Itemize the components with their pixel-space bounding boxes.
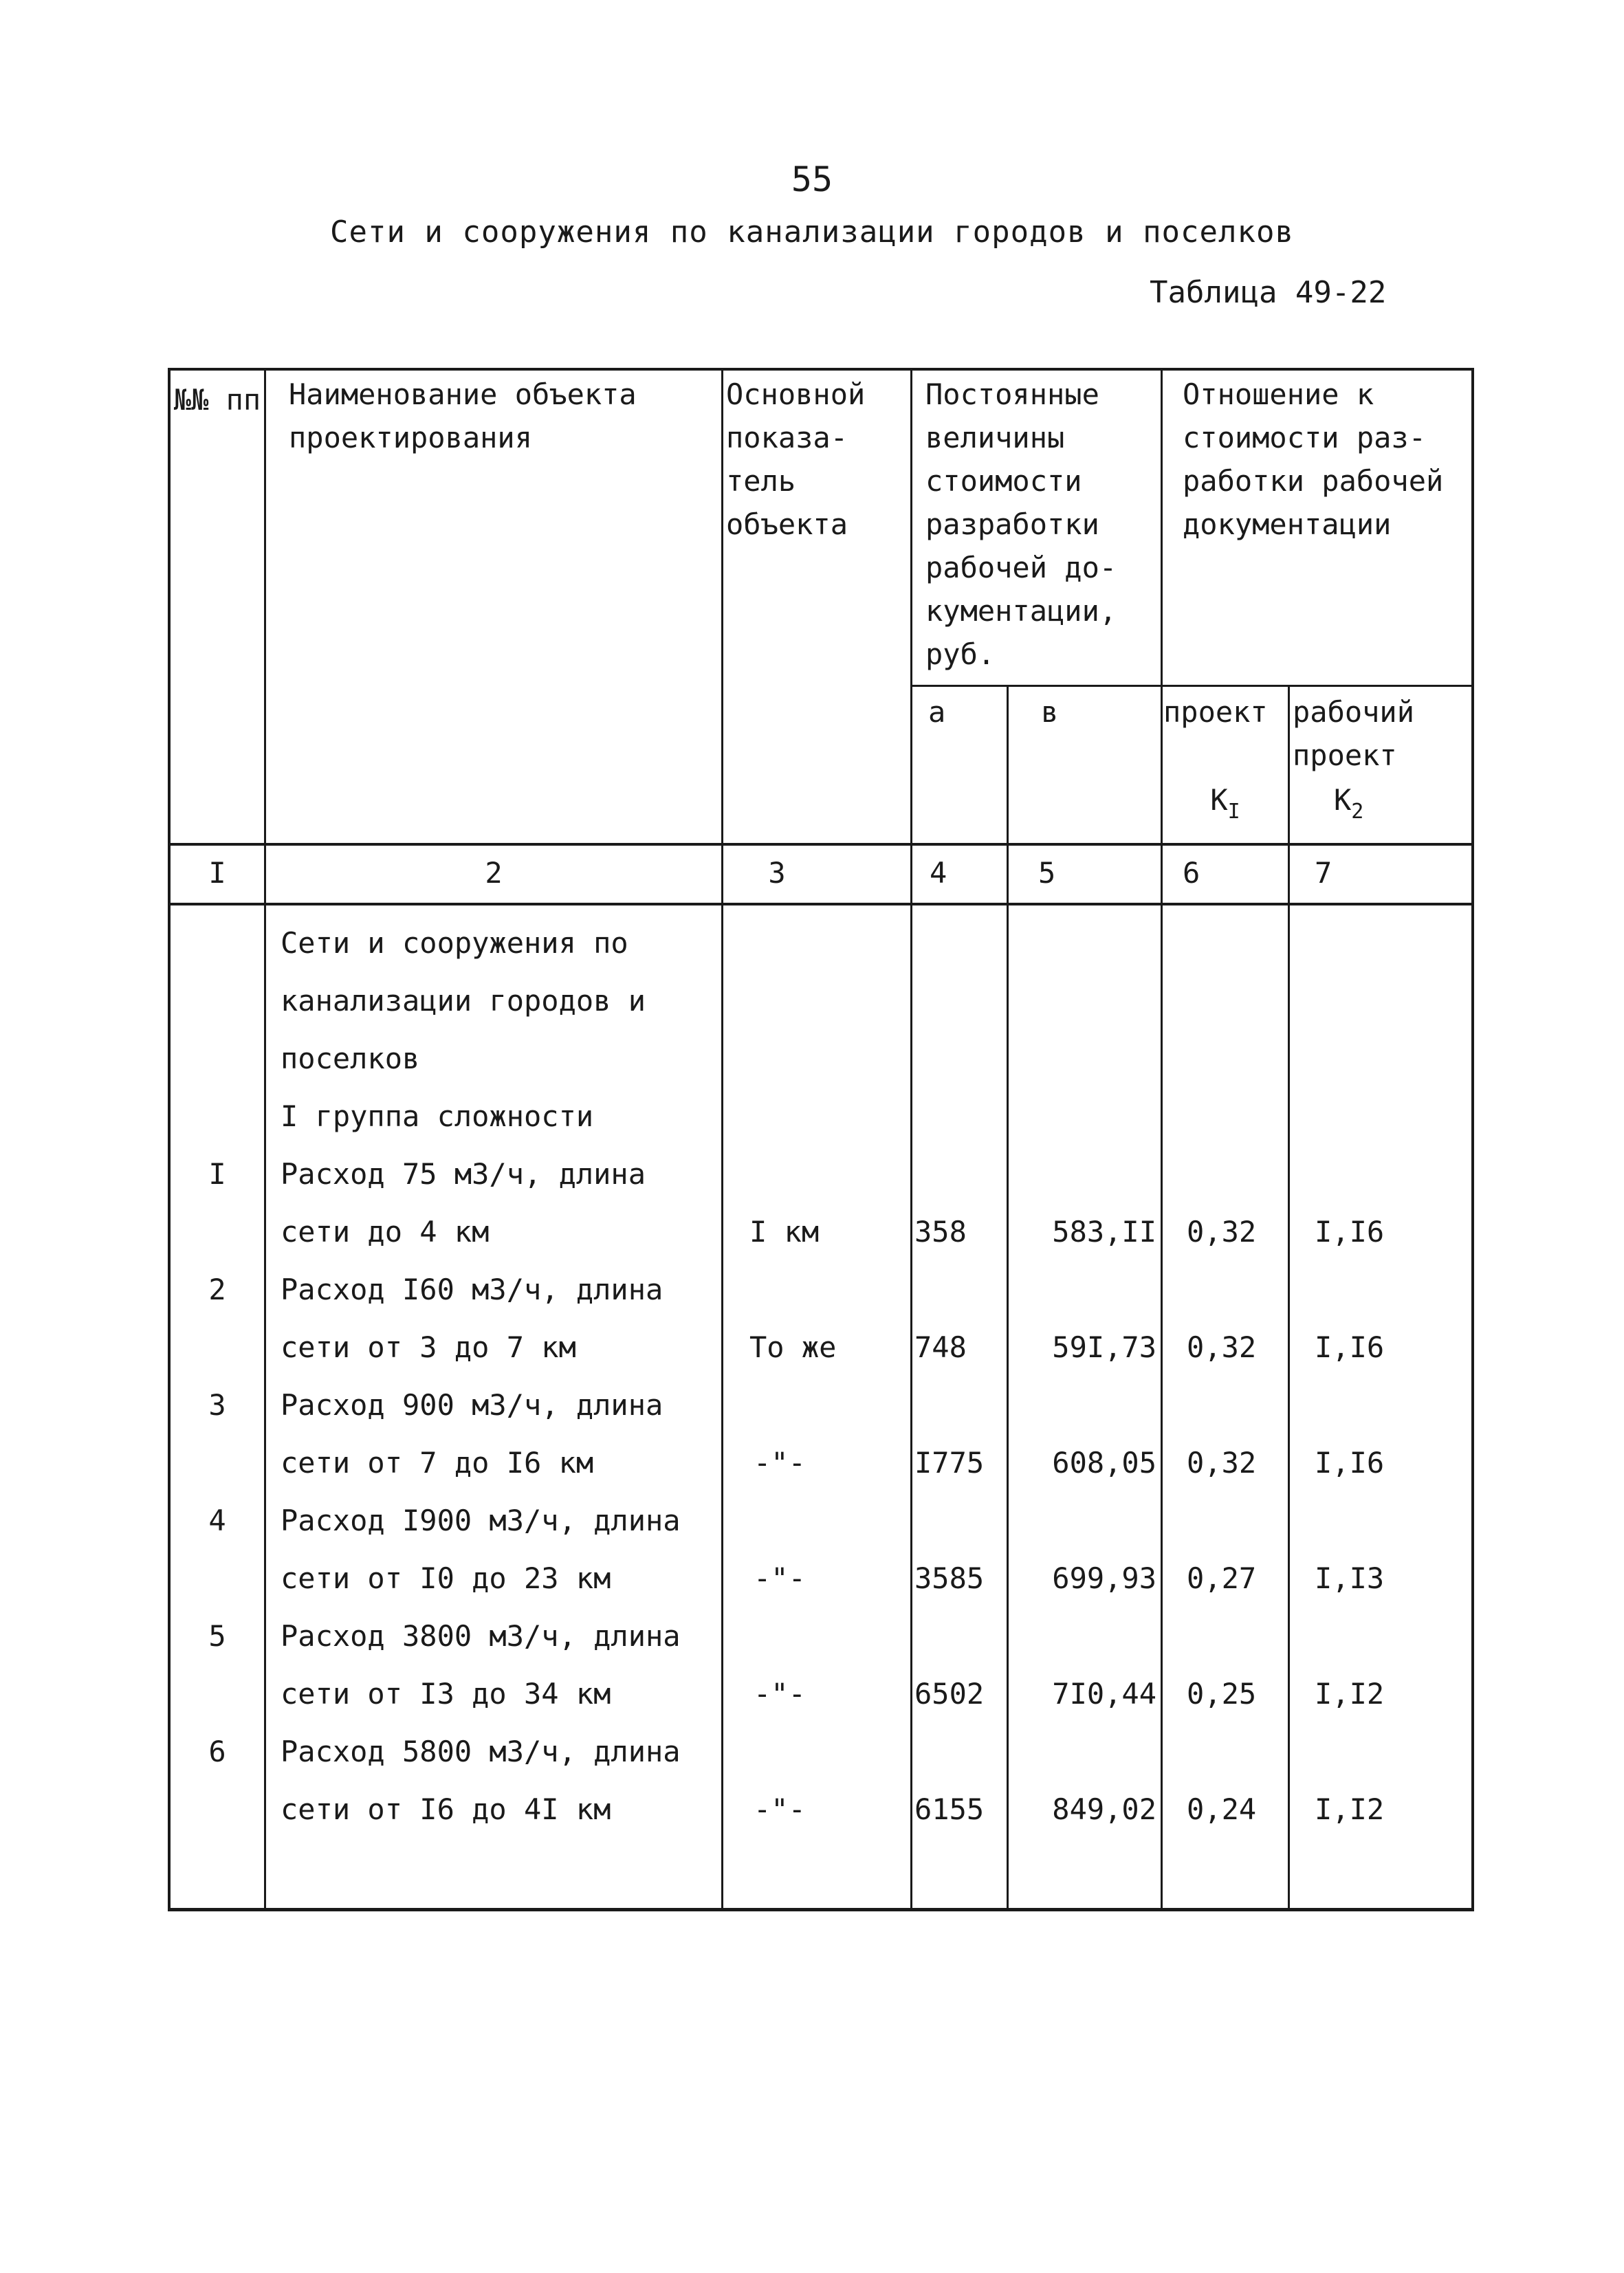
row-indicator: -"- [754,1446,806,1480]
header-name: Наименование объекта проектирования [289,377,637,454]
row-name: сети от I0 до 23 км [281,1561,611,1595]
row-a: 6155 [914,1792,985,1826]
page-title: Сети и сооружения по канализации городов и поселков [329,215,1294,250]
table-label: Таблица 49-22 [1150,275,1387,310]
row-indicator: -"- [754,1561,806,1595]
row-k2: I,I2 [1315,1792,1385,1826]
row-k1: 0,24 [1187,1792,1257,1826]
row-k1: 0,32 [1187,1215,1257,1249]
row-indicator: I км [749,1215,820,1249]
header-indicator: Основной показа- тель объекта [726,377,866,541]
row-a: I775 [914,1446,985,1480]
column-number: 7 [1315,856,1332,890]
header-working-project: рабочий проект [1293,695,1415,772]
row-b: 583,II [1052,1215,1156,1249]
row-name: Расход I900 м3/ч, длина [281,1504,681,1537]
complexity-group: I группа сложности [281,1099,594,1133]
row-name: Расход 75 м3/ч, длина [281,1157,646,1191]
row-k1: 0,32 [1187,1446,1257,1480]
row-num: 5 [208,1619,226,1653]
row-b: 7I0,44 [1052,1677,1156,1711]
row-indicator: То же [749,1330,837,1364]
row-k2: I,I6 [1315,1446,1385,1480]
row-k1: 0,27 [1187,1561,1257,1595]
row-name: Расход 3800 м3/ч, длина [281,1619,681,1653]
header-k1: $K_I$ [1210,783,1240,824]
row-k2: I,I6 [1315,1215,1385,1249]
row-num: I [208,1157,226,1191]
row-b: 59I,73 [1052,1330,1156,1364]
row-k2: I,I6 [1315,1330,1385,1364]
header-k2: $K_2$ [1334,783,1364,824]
row-name: Расход 5800 м3/ч, длина [281,1735,681,1768]
row-b: 849,02 [1052,1792,1156,1826]
row-num: 3 [208,1388,226,1422]
row-k1: 0,25 [1187,1677,1257,1711]
section-heading: поселков [281,1042,420,1075]
row-name: Расход I60 м3/ч, длина [281,1273,663,1306]
row-a: 748 [914,1330,967,1364]
row-b: 699,93 [1052,1561,1156,1595]
column-number: I [208,856,226,890]
column-number: 3 [768,856,786,890]
header-ratio: Отношение к стоимости раз- работки рабочей документации [1183,377,1444,541]
row-name: сети от 7 до I6 км [281,1446,594,1480]
column-number: 5 [1038,856,1056,890]
row-num: 2 [208,1273,226,1306]
section-heading: канализации городов и [281,984,646,1018]
row-indicator: -"- [754,1792,806,1826]
row-a: 3585 [914,1561,985,1595]
column-number: 4 [930,856,947,890]
row-num: 4 [208,1504,226,1537]
header-constants: Постоянные величины стоимости разработки рабочей до- кументации, руб. [925,377,1117,671]
header-col-a: а [928,695,946,729]
section-heading: Сети и сооружения по [281,926,628,960]
row-k2: I,I3 [1315,1561,1385,1595]
row-name: Расход 900 м3/ч, длина [281,1388,663,1422]
row-k2: I,I2 [1315,1677,1385,1711]
column-number: 6 [1183,856,1200,890]
header-proekt: проект [1163,695,1268,729]
column-number: 2 [485,856,503,890]
row-name: сети до 4 км [281,1215,490,1249]
row-a: 6502 [914,1677,985,1711]
page-number: 55 [791,160,833,199]
row-b: 608,05 [1052,1446,1156,1480]
row-name: сети от I6 до 4I км [281,1792,611,1826]
header-num: №№ пп [173,383,261,417]
row-indicator: -"- [754,1677,806,1711]
row-name: сети от I3 до 34 км [281,1677,611,1711]
row-a: 358 [914,1215,967,1249]
row-name: сети от 3 до 7 км [281,1330,576,1364]
row-k1: 0,32 [1187,1330,1257,1364]
row-num: 6 [208,1735,226,1768]
header-col-b: в [1041,695,1059,729]
